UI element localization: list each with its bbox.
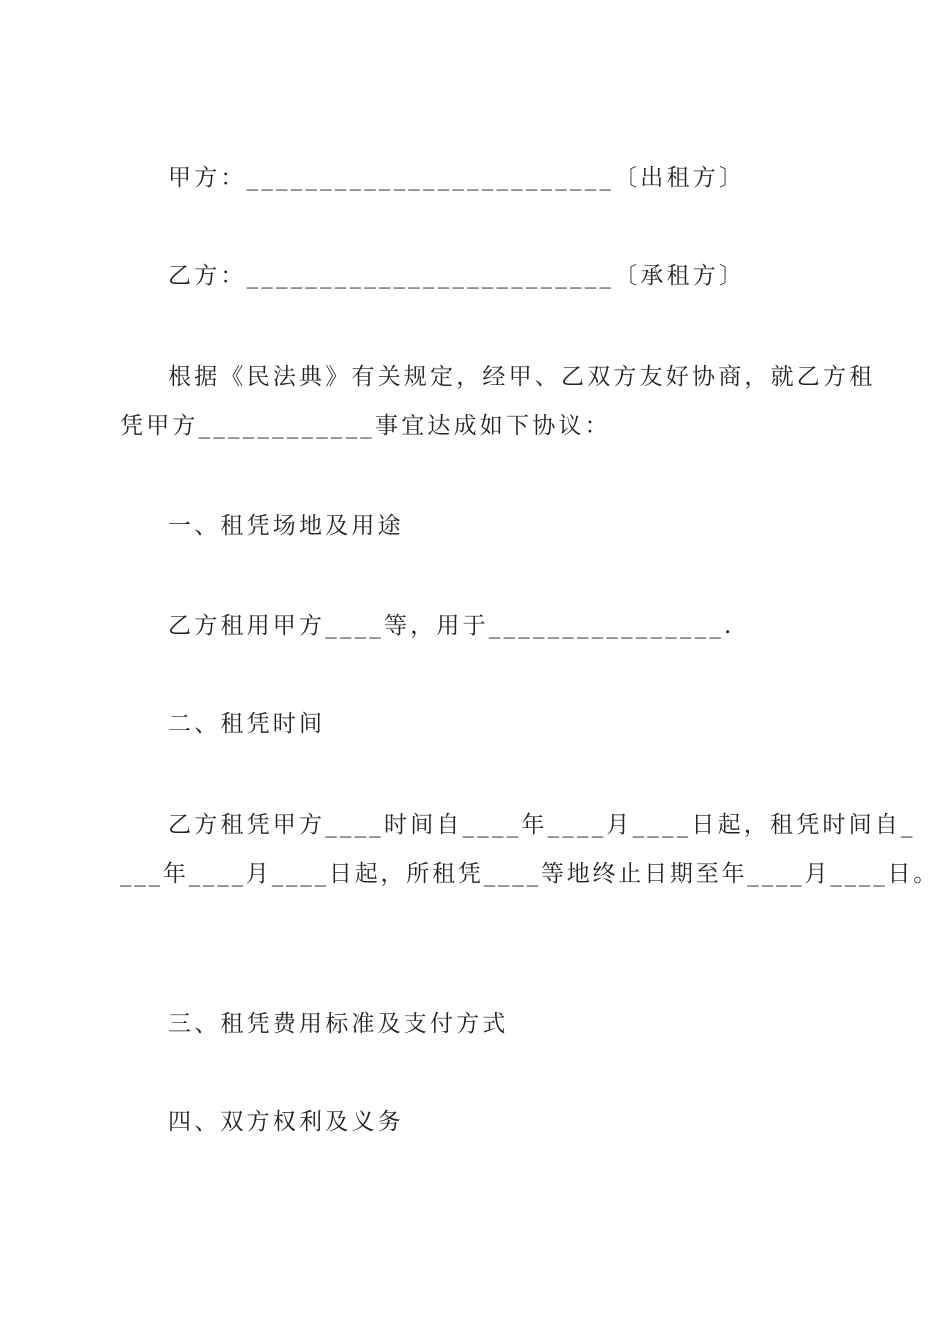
section-2-body-line-1: 乙方租凭甲方____时间自____年____月____日起，租凭时间自_ [168,812,916,838]
section-3-heading: 三、租凭费用标准及支付方式 [168,1011,509,1037]
section-2-heading: 二、租凭时间 [168,711,326,737]
party-b-line: 乙方：_________________________〔承租方〕 [168,263,746,289]
section-1-heading: 一、租凭场地及用途 [168,513,404,539]
section-2-body-line-2: ___年____月____日起，所租凭____等地终止日期至年____月____日。 [120,861,940,887]
intro-paragraph-line-2: 凭甲方____________事宜达成如下协议： [120,413,611,439]
intro-paragraph-line-1: 根据《民法典》有关规定，经甲、乙双方友好协商，就乙方租 [168,364,876,390]
section-1-body: 乙方租用甲方____等，用于________________. [168,613,735,639]
party-a-line: 甲方：_________________________〔出租方〕 [168,165,746,191]
section-4-heading: 四、双方权利及义务 [168,1109,404,1135]
